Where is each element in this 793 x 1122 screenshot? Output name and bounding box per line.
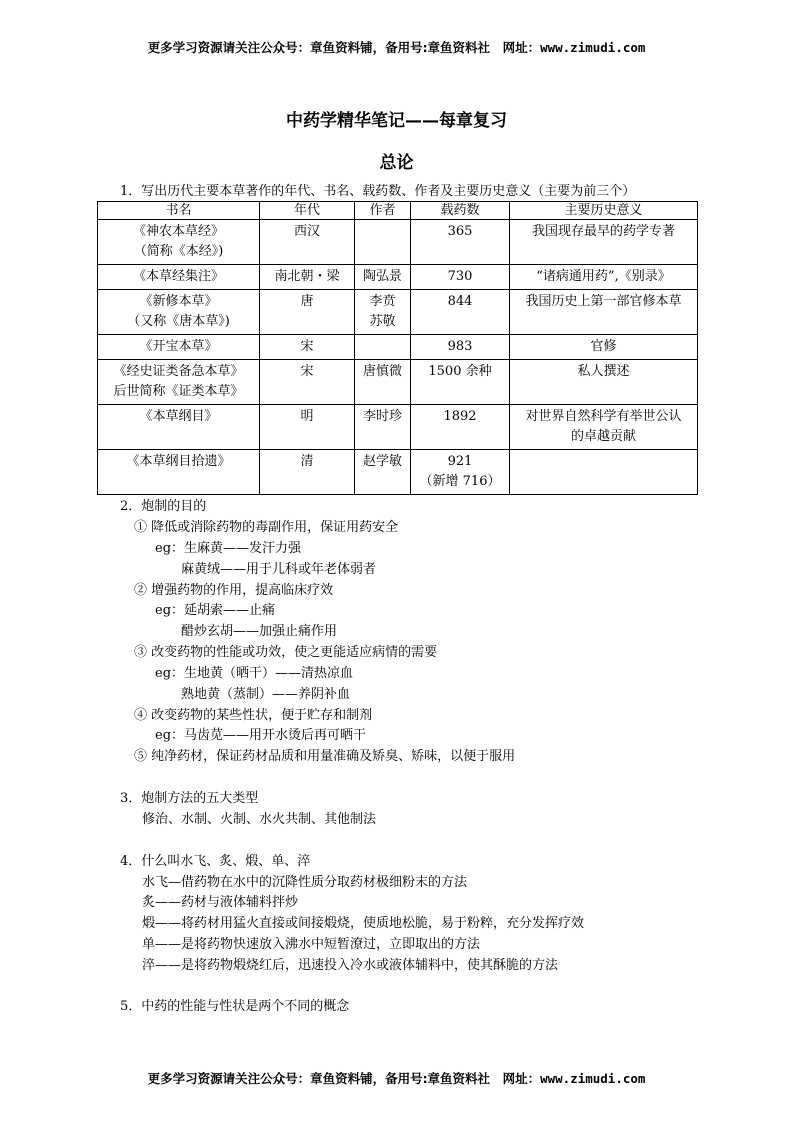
- cell-count: [411, 360, 510, 405]
- text-line: 麻黄绒——用于儿科或年老体弱者: [181, 562, 377, 577]
- cell-line: 唐慎微: [362, 364, 402, 379]
- cell-book: [98, 450, 260, 495]
- cell-author: [355, 220, 411, 265]
- text-line: 单——是将药物快速放入沸水中短暂潦过，立即取出的方法: [142, 937, 481, 952]
- cell-book: [98, 220, 260, 265]
- text-line: 淬——是将药物煅烧红后，迅速投入冷水或液体辅料中，使其酥脆的方法: [142, 958, 559, 973]
- cell-author: [355, 335, 411, 360]
- cell-line: 官修: [590, 339, 617, 354]
- cell-significance: [510, 220, 698, 265]
- text-line: 修治、水制、火制、水火共制、其他制法: [142, 812, 377, 827]
- cell-author: [355, 450, 411, 495]
- cell-author: [355, 265, 411, 290]
- cell-era: 唐: [260, 290, 355, 335]
- text-line: ⑤ 纯净药材，保证药材品质和用量准确及矫臭、矫味，以便于服用: [134, 749, 516, 764]
- cell-line: （又称《唐本草》): [127, 314, 230, 329]
- cell-line: 921: [447, 454, 473, 469]
- text-line: 3．炮制方法的五大类型: [120, 791, 259, 806]
- section-title: 总论: [379, 153, 414, 173]
- question-1: 1．写出历代主要本草著作的年代、书名、载药数、作者及主要历史意义（主要为前三个）: [120, 184, 636, 199]
- document-title: 中药学精华笔记——每章复习: [286, 111, 507, 131]
- table-row: [98, 220, 698, 265]
- cell-line: 后世简称《证类本草》: [113, 384, 244, 399]
- cell-line: 私人撰述: [577, 364, 630, 379]
- text-line: 炙——药材与液体辅料拌炒: [142, 895, 299, 910]
- cell-line: （新增 716）: [419, 474, 501, 489]
- table-row: [98, 360, 698, 405]
- cell-significance: [510, 405, 698, 450]
- text-line: 醋炒玄胡——加强止痛作用: [181, 624, 338, 639]
- cell-line: 苏敬: [369, 314, 396, 329]
- cell-count: [411, 265, 510, 290]
- text-line: 煅——将药材用猛火直接或间接煅烧，使质地松脆，易于粉粹，充分发挥疗效: [142, 916, 585, 931]
- cell-line: 1500 余种: [428, 364, 492, 379]
- footer-url[interactable]: www.zimudi.com: [540, 1071, 646, 1086]
- cell-line: 844: [447, 294, 473, 309]
- text-line: 2．炮制的目的: [120, 499, 207, 514]
- cell-line: 365: [447, 224, 473, 239]
- cell-line: 《本草经集注》: [132, 269, 224, 284]
- table-header-row: [98, 202, 698, 220]
- cell-line: 《本草纲目拾遗》: [126, 454, 231, 469]
- header-author: 作者: [355, 202, 411, 220]
- cell-line: 李贲: [369, 294, 396, 309]
- herbal-classics-table: [97, 201, 698, 495]
- cell-era: 西汉: [260, 220, 355, 265]
- cell-line: [513, 452, 694, 472]
- cell-line: [358, 337, 407, 357]
- cell-line: 的卓越贡献: [570, 429, 636, 444]
- text-line: 熟地黄（蒸制）——养阴补血: [181, 687, 351, 702]
- cell-author: [355, 290, 411, 335]
- page-footer: [0, 1069, 793, 1087]
- cell-count: [411, 290, 510, 335]
- cell-line: 《本草纲目》: [139, 409, 218, 424]
- cell-line: 对世界自然科学有举世公认: [525, 409, 682, 424]
- cell-significance: [510, 360, 698, 405]
- cell-significance: [510, 335, 698, 360]
- text-line: 水飞—借药物在水中的沉降性质分取药材极细粉末的方法: [142, 875, 468, 890]
- text-line: eg：生地黄（晒干）——清热凉血: [155, 666, 354, 681]
- cell-book: [98, 290, 260, 335]
- cell-line: 《开宝本草》: [139, 339, 218, 354]
- header-text: 更多学习资源请关注公众号：章鱼资料铺，备用号:章鱼资料社 网址：: [147, 40, 541, 55]
- text-line: ① 降低或消除药物的毒副作用，保证用药安全: [134, 520, 399, 535]
- cell-author: [355, 360, 411, 405]
- cell-significance: [510, 290, 698, 335]
- text-line: ③ 改变药物的性能或功效，使之更能适应病情的需要: [134, 645, 438, 660]
- header-count: 载药数: [411, 202, 510, 220]
- cell-era: 宋: [260, 360, 355, 405]
- cell-line: 1892: [443, 409, 477, 424]
- header-book: 书名: [98, 202, 260, 220]
- cell-count: [411, 335, 510, 360]
- header-url[interactable]: www.zimudi.com: [540, 40, 646, 55]
- cell-book: [98, 405, 260, 450]
- cell-line: 李时珍: [362, 409, 402, 424]
- cell-line: 我国现存最早的药学专著: [531, 224, 675, 239]
- cell-era: 南北朝・梁: [260, 265, 355, 290]
- footer-text: 更多学习资源请关注公众号：章鱼资料铺，备用号:章鱼资料社 网址：: [147, 1071, 541, 1086]
- cell-era: 清: [260, 450, 355, 495]
- text-line: 4．什么叫水飞、炙、煅、单、淬: [120, 854, 311, 869]
- cell-line: 983: [447, 339, 473, 354]
- cell-line: 《神农本草经》: [132, 224, 224, 239]
- cell-line: [358, 222, 407, 242]
- text-line: ② 增强药物的作用，提高临床疗效: [134, 583, 334, 598]
- text-line: eg：延胡索——止痛: [155, 603, 276, 618]
- text-line: eg：马齿苋——用开水烫后再可晒干: [155, 728, 367, 743]
- cell-line: 730: [447, 269, 473, 284]
- cell-count: [411, 405, 510, 450]
- header-significance: 主要历史意义: [510, 202, 698, 220]
- cell-author: [355, 405, 411, 450]
- cell-significance: [510, 265, 698, 290]
- cell-line: 陶弘景: [362, 269, 402, 284]
- table-row: [98, 265, 698, 290]
- cell-line: （简称《本经》): [133, 244, 224, 259]
- cell-line: 《经史证类备急本草》: [113, 364, 244, 379]
- text-line: ④ 改变药物的某些性状，便于贮存和制剂: [134, 708, 373, 723]
- cell-count: [411, 220, 510, 265]
- cell-line: “诸病通用药”,《别录》: [536, 269, 671, 284]
- cell-count: [411, 450, 510, 495]
- header-era: 年代: [260, 202, 355, 220]
- table-row: [98, 335, 698, 360]
- text-line: 5．中药的性能与性状是两个不同的概念: [120, 999, 350, 1014]
- text-line: eg：生麻黄——发汗力强: [155, 541, 302, 556]
- cell-line: 赵学敏: [362, 454, 402, 469]
- page-header: [0, 38, 793, 56]
- table-row: [98, 290, 698, 335]
- cell-book: [98, 360, 260, 405]
- cell-era: 明: [260, 405, 355, 450]
- cell-book: [98, 335, 260, 360]
- cell-book: [98, 265, 260, 290]
- cell-line: 我国历史上第一部官修本草: [525, 294, 682, 309]
- cell-significance: [510, 450, 698, 495]
- cell-era: 宋: [260, 335, 355, 360]
- table-row: [98, 405, 698, 450]
- table-row: [98, 450, 698, 495]
- cell-line: 《新修本草》: [139, 294, 218, 309]
